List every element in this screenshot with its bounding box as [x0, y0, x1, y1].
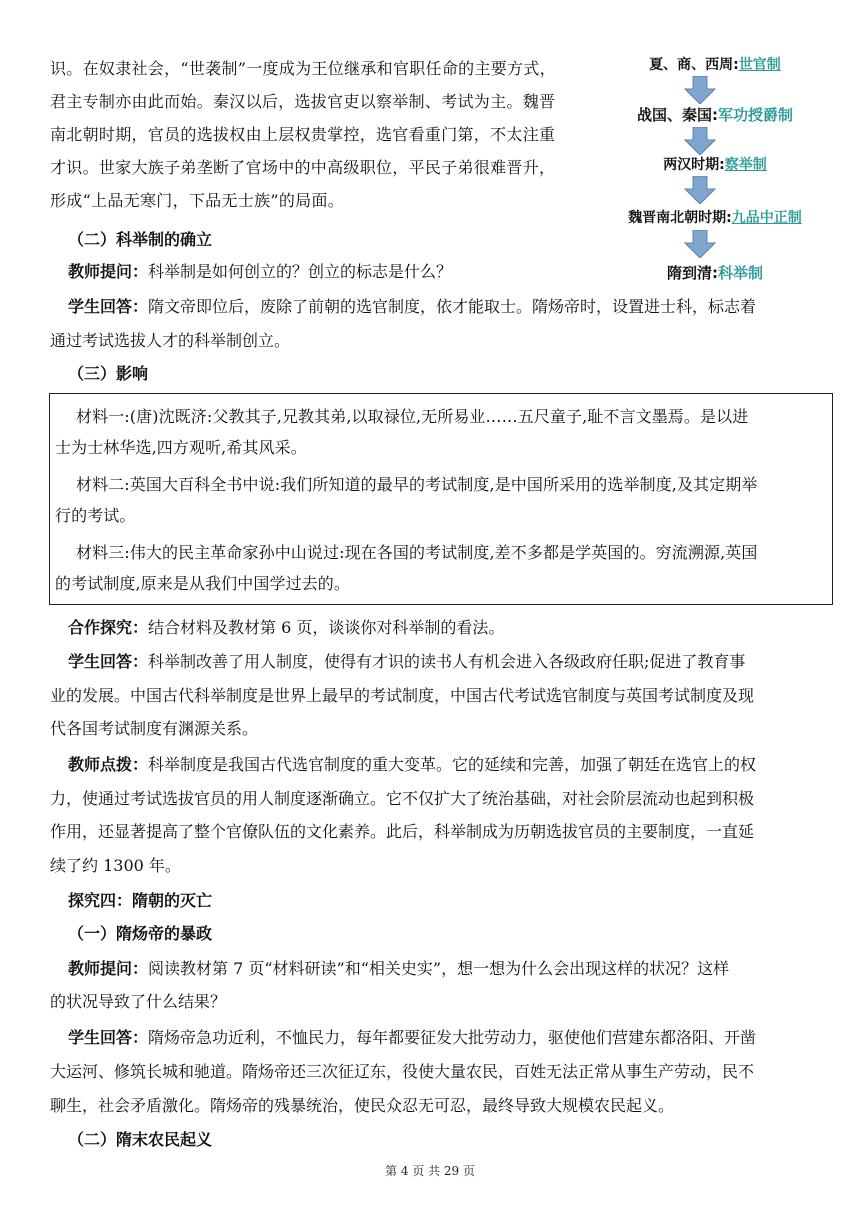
material-line: 材料二:英国大百科全书中说:我们所知道的最早的考试制度,是中国所采用的选举制度,及其定期举	[76, 475, 758, 494]
teacher-question-1	[68, 256, 452, 288]
student-answer-1-line2: 通过考试选拔人才的科举制创立。	[50, 331, 291, 350]
speaker-label: 学生回答：	[68, 1028, 149, 1047]
down-arrow-icon	[684, 76, 716, 104]
inquiry-four-heading: 探究四：隋朝的灭亡	[68, 891, 213, 910]
intro-line: 南北朝时期，官员的选拔权由上层权贵掌控，选官看重门第，不太注重	[50, 125, 556, 144]
official-selection-flow-diagram	[600, 44, 830, 294]
teacher-tip-line3: 作用，还显著提高了整个官僚队伍的文化素养。此后，科举制成为历朝选拔官员的主要制度，一直延	[50, 822, 755, 841]
section-heading-3: （三）影响	[68, 364, 149, 383]
flow-system-label: 科举制	[717, 264, 763, 282]
speaker-label: 学生回答：	[68, 297, 149, 316]
material-line: 士为士林华选,四方观听,希其风采。	[55, 438, 307, 457]
flow-system-label: 察举制	[724, 157, 767, 173]
section-heading-2: （二）科举制的确立	[68, 230, 213, 249]
intro-line: 君主专制亦由此而始。秦汉以后，选拔官吏以察举制、考试为主。魏晋	[50, 92, 556, 111]
intro-line: 识。在奴隶社会，“世袭制”一度成为王位继承和官职任命的主要方式，	[50, 59, 556, 78]
intro-paragraph	[50, 52, 590, 217]
flow-era-label: 魏晋南北朝时期:	[628, 210, 732, 226]
speaker-label: 合作探究：	[68, 618, 149, 637]
flow-system-label: 军功授爵制	[717, 106, 793, 124]
flow-stage-wei-jin	[600, 207, 830, 227]
answer-text: 科举制改善了用人制度，使得有才识的读书人有机会进入各级政府任职;促进了教育事	[148, 652, 746, 671]
student-answer-3-line1	[68, 1022, 756, 1054]
teacher-tip-line4: 续了约 1300 年。	[50, 856, 181, 875]
teacher-question-2-line2: 的状况导致了什么结果？	[50, 992, 227, 1011]
student-answer-3-line3: 聊生，社会矛盾激化。隋炀帝的残暴统治，使民众忍无可忍，最终导致大规模农民起义。	[50, 1096, 675, 1115]
student-answer-2-line3: 代各国考试制度有渊源关系。	[50, 719, 259, 738]
flow-era-label: 战国、秦国:	[636, 106, 718, 124]
student-answer-2-line1	[68, 646, 745, 678]
flow-stage-warring-qin	[600, 104, 830, 125]
down-arrow-icon	[684, 127, 716, 155]
student-answer-2-line2: 业的发展。中国古代科举制度是世界上最早的考试制度，中国古代考试选官制度与英国考试制度及现	[50, 686, 755, 705]
material-line: 材料一:(唐)沈既济:父教其子,兄教其弟,以取禄位,无所易业……五尺童子,耻不言文墨焉。是以进	[76, 407, 749, 426]
inquiry-text: 结合材料及教材第 6 页，谈谈你对科举制的看法。	[148, 618, 505, 637]
student-answer-1-line1	[68, 291, 756, 323]
flow-system-label: 世官制	[738, 57, 781, 73]
speaker-label: 教师提问：	[68, 262, 149, 281]
speaker-label: 学生回答：	[68, 652, 149, 671]
flow-era-label: 夏、商、西周:	[649, 57, 739, 73]
flow-stage-sui-qing	[600, 262, 830, 283]
flow-stage-han	[600, 154, 830, 174]
cooperative-inquiry	[68, 612, 504, 644]
flow-stage-xia-shang-zhou	[600, 54, 830, 74]
intro-line: 才识。世家大族子弟垄断了官场中的中高级职位，平民子弟很难晋升，	[50, 158, 556, 177]
flow-era-label: 两汉时期:	[663, 157, 725, 173]
teacher-question-2-line1	[68, 953, 729, 985]
down-arrow-icon	[684, 230, 716, 258]
material-line: 材料三:伟大的民主革命家孙中山说过:现在各国的考试制度,差不多都是学英国的。穷流溯源,英国	[76, 543, 758, 562]
speaker-label: 教师提问：	[68, 959, 149, 978]
page-footer: 第 4 页 共 29 页	[385, 1164, 475, 1178]
intro-line: 形成“上品无寒门，下品无士族”的局面。	[50, 191, 345, 210]
speaker-label: 教师点拨：	[68, 755, 149, 774]
flow-system-label: 九品中正制	[731, 210, 802, 226]
subsection-heading-2: （二）隋末农民起义	[68, 1130, 213, 1149]
question-text: 科举制是如何创立的？创立的标志是什么？	[148, 262, 453, 281]
answer-text: 隋炀帝急功近利，不恤民力，每年都要征发大批劳动力，驱使他们营建东都洛阳、开凿	[148, 1028, 757, 1047]
student-answer-3-line2: 大运河、修筑长城和驰道。隋炀帝还三次征辽东，役使大量农民，百姓无法正常从事生产劳动，民不	[50, 1062, 755, 1081]
answer-text: 隋文帝即位后，废除了前朝的选官制度，依才能取士。隋炀帝时，设置进士科，标志着	[148, 297, 757, 316]
material-line: 的考试制度,原来是从我们中国学过去的。	[55, 574, 350, 593]
materials-box	[49, 393, 833, 605]
tip-text: 科举制度是我国古代选官制度的重大变革。它的延续和完善，加强了朝廷在选官上的权	[148, 755, 757, 774]
subsection-heading-1: （一）隋炀帝的暴政	[68, 924, 213, 943]
teacher-tip-line1	[68, 749, 756, 781]
flow-era-label: 隋到清:	[666, 264, 718, 282]
material-line: 行的考试。	[55, 506, 136, 525]
teacher-tip-line2: 力，使通过考试选拔官员的用人制度逐渐确立。它不仅扩大了统治基础，对社会阶层流动也起到积极	[50, 789, 755, 808]
down-arrow-icon	[684, 176, 716, 204]
question-text: 阅读教材第 7 页“材料研读”和“相关史实”，想一想为什么会出现这样的状况？这样	[148, 959, 730, 978]
